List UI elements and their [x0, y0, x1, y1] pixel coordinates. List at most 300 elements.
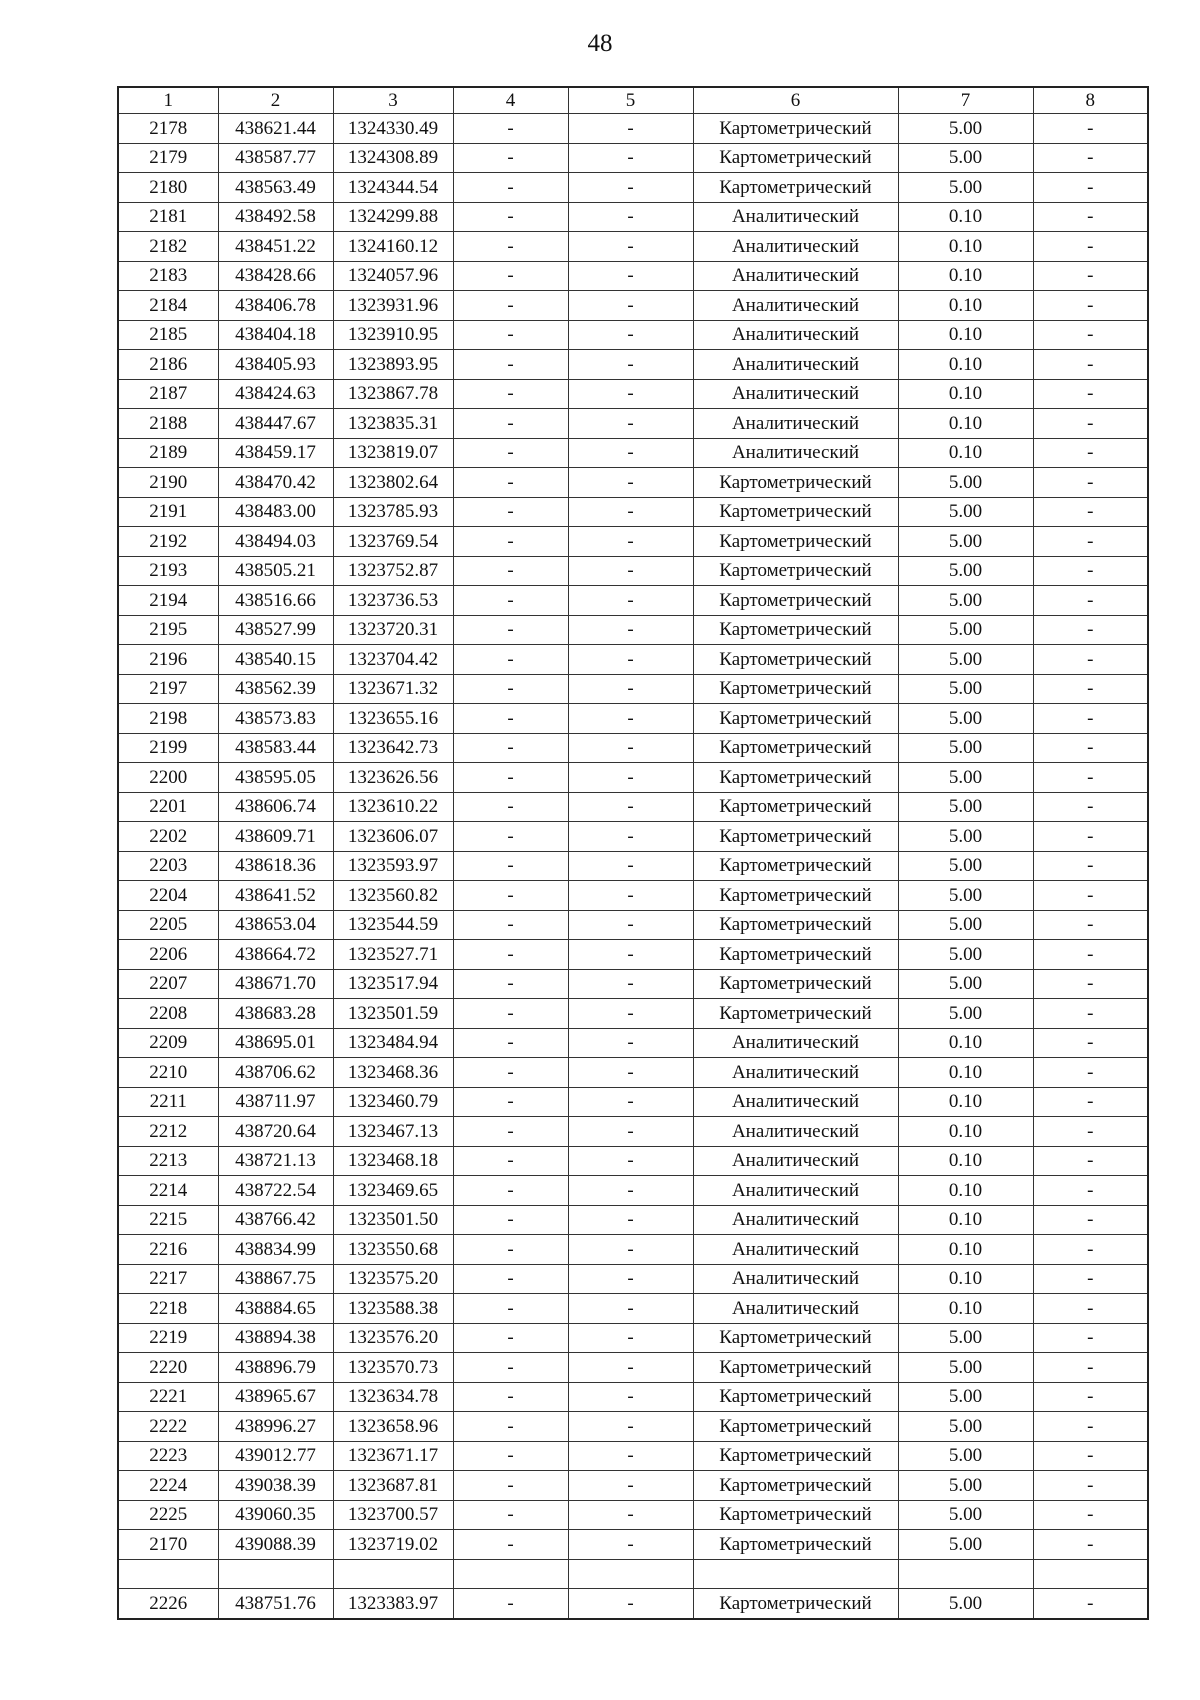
- y-coordinate-cell: 1323704.42: [333, 645, 453, 675]
- column-4-cell: -: [453, 1294, 568, 1324]
- method-cell: Картометрический: [693, 1382, 898, 1412]
- column-8-cell: -: [1033, 822, 1148, 852]
- table-row: [118, 615, 1148, 645]
- table-row: [118, 1589, 1148, 1619]
- y-coordinate-cell: 1323835.31: [333, 409, 453, 439]
- table-row: [118, 438, 1148, 468]
- column-8-cell: -: [1033, 763, 1148, 793]
- method-cell: Картометрический: [693, 999, 898, 1029]
- column-8-cell: -: [1033, 173, 1148, 203]
- table-row: [118, 350, 1148, 380]
- column-5-cell: -: [568, 1294, 693, 1324]
- table-row: [118, 291, 1148, 321]
- column-5-cell: -: [568, 1264, 693, 1294]
- table-row: [118, 409, 1148, 439]
- accuracy-cell: 5.00: [898, 468, 1033, 498]
- x-coordinate-cell: 438587.77: [218, 143, 333, 173]
- accuracy-cell: 0.10: [898, 320, 1033, 350]
- method-cell: Картометрический: [693, 615, 898, 645]
- accuracy-cell: 0.10: [898, 1205, 1033, 1235]
- x-coordinate-cell: [218, 1559, 333, 1589]
- column-5-cell: -: [568, 822, 693, 852]
- y-coordinate-cell: 1323467.13: [333, 1117, 453, 1147]
- method-cell: Аналитический: [693, 232, 898, 262]
- x-coordinate-cell: 438516.66: [218, 586, 333, 616]
- x-coordinate-cell: 438965.67: [218, 1382, 333, 1412]
- point-number-cell: 2183: [118, 261, 218, 291]
- accuracy-cell: 5.00: [898, 1500, 1033, 1530]
- column-4-cell: -: [453, 143, 568, 173]
- y-coordinate-cell: 1323785.93: [333, 497, 453, 527]
- column-8-cell: -: [1033, 1530, 1148, 1560]
- column-8-cell: -: [1033, 1294, 1148, 1324]
- column-8-cell: -: [1033, 143, 1148, 173]
- column-8-cell: -: [1033, 615, 1148, 645]
- point-number-cell: 2222: [118, 1412, 218, 1442]
- column-4-cell: -: [453, 763, 568, 793]
- column-4-cell: -: [453, 202, 568, 232]
- accuracy-cell: 5.00: [898, 763, 1033, 793]
- column-8-cell: -: [1033, 1028, 1148, 1058]
- column-5-cell: -: [568, 1117, 693, 1147]
- x-coordinate-cell: 438896.79: [218, 1353, 333, 1383]
- column-4-cell: -: [453, 704, 568, 734]
- x-coordinate-cell: 438653.04: [218, 910, 333, 940]
- point-number-cell: 2207: [118, 969, 218, 999]
- accuracy-cell: 5.00: [898, 969, 1033, 999]
- column-4-cell: -: [453, 1028, 568, 1058]
- x-coordinate-cell: 438470.42: [218, 468, 333, 498]
- x-coordinate-cell: 438695.01: [218, 1028, 333, 1058]
- accuracy-cell: 0.10: [898, 350, 1033, 380]
- column-5-cell: -: [568, 1471, 693, 1501]
- column-4-cell: -: [453, 1441, 568, 1471]
- accuracy-cell: 5.00: [898, 704, 1033, 734]
- column-8-cell: -: [1033, 674, 1148, 704]
- x-coordinate-cell: 438583.44: [218, 733, 333, 763]
- column-5-cell: -: [568, 1412, 693, 1442]
- x-coordinate-cell: 438711.97: [218, 1087, 333, 1117]
- point-number-cell: 2193: [118, 556, 218, 586]
- column-8-cell: -: [1033, 1382, 1148, 1412]
- accuracy-cell: 5.00: [898, 851, 1033, 881]
- column-5-cell: -: [568, 704, 693, 734]
- point-number-cell: 2184: [118, 291, 218, 321]
- table-row: [118, 1382, 1148, 1412]
- column-4-cell: -: [453, 350, 568, 380]
- table-row: [118, 1500, 1148, 1530]
- column-4-cell: -: [453, 1353, 568, 1383]
- column-4-cell: -: [453, 291, 568, 321]
- point-number-cell: 2200: [118, 763, 218, 793]
- accuracy-cell: 5.00: [898, 615, 1033, 645]
- point-number-cell: 2186: [118, 350, 218, 380]
- column-4-cell: -: [453, 1382, 568, 1412]
- point-number-cell: 2226: [118, 1589, 218, 1619]
- column-8-cell: -: [1033, 704, 1148, 734]
- method-cell: Картометрический: [693, 468, 898, 498]
- method-cell: Аналитический: [693, 291, 898, 321]
- accuracy-cell: 5.00: [898, 940, 1033, 970]
- y-coordinate-cell: 1323655.16: [333, 704, 453, 734]
- table-row: [118, 202, 1148, 232]
- column-4-cell: -: [453, 1412, 568, 1442]
- point-number-cell: 2188: [118, 409, 218, 439]
- accuracy-cell: 0.10: [898, 379, 1033, 409]
- y-coordinate-cell: 1323560.82: [333, 881, 453, 911]
- point-number-cell: 2190: [118, 468, 218, 498]
- point-number-cell: 2211: [118, 1087, 218, 1117]
- column-header-1: 1: [118, 87, 218, 114]
- column-8-cell: -: [1033, 438, 1148, 468]
- y-coordinate-cell: 1323720.31: [333, 615, 453, 645]
- method-cell: Картометрический: [693, 704, 898, 734]
- x-coordinate-cell: 439088.39: [218, 1530, 333, 1560]
- table-row: [118, 497, 1148, 527]
- column-8-cell: -: [1033, 881, 1148, 911]
- column-8-cell: -: [1033, 1176, 1148, 1206]
- y-coordinate-cell: 1323893.95: [333, 350, 453, 380]
- y-coordinate-cell: 1323802.64: [333, 468, 453, 498]
- accuracy-cell: 5.00: [898, 556, 1033, 586]
- column-4-cell: -: [453, 379, 568, 409]
- accuracy-cell: 5.00: [898, 1412, 1033, 1442]
- y-coordinate-cell: 1323460.79: [333, 1087, 453, 1117]
- point-number-cell: 2198: [118, 704, 218, 734]
- column-4-cell: -: [453, 468, 568, 498]
- y-coordinate-cell: 1323671.32: [333, 674, 453, 704]
- column-header-4: 4: [453, 87, 568, 114]
- method-cell: Аналитический: [693, 1264, 898, 1294]
- accuracy-cell: 0.10: [898, 438, 1033, 468]
- table-row: [118, 822, 1148, 852]
- table-row: [118, 1058, 1148, 1088]
- column-8-cell: -: [1033, 527, 1148, 557]
- column-4-cell: -: [453, 1146, 568, 1176]
- accuracy-cell: 5.00: [898, 1323, 1033, 1353]
- method-cell: Картометрический: [693, 556, 898, 586]
- accuracy-cell: 0.10: [898, 202, 1033, 232]
- table-row: [118, 114, 1148, 144]
- method-cell: Картометрический: [693, 910, 898, 940]
- table-row: [118, 1117, 1148, 1147]
- x-coordinate-cell: 438606.74: [218, 792, 333, 822]
- column-8-cell: -: [1033, 556, 1148, 586]
- column-5-cell: -: [568, 1176, 693, 1206]
- method-cell: Картометрический: [693, 497, 898, 527]
- x-coordinate-cell: 438766.42: [218, 1205, 333, 1235]
- column-8-cell: [1033, 1559, 1148, 1589]
- accuracy-cell: 0.10: [898, 1058, 1033, 1088]
- y-coordinate-cell: 1323383.97: [333, 1589, 453, 1619]
- method-cell: Картометрический: [693, 1323, 898, 1353]
- column-4-cell: -: [453, 999, 568, 1029]
- column-8-cell: -: [1033, 261, 1148, 291]
- y-coordinate-cell: 1324160.12: [333, 232, 453, 262]
- table-row: [118, 1412, 1148, 1442]
- column-5-cell: -: [568, 1087, 693, 1117]
- point-number-cell: 2170: [118, 1530, 218, 1560]
- column-4-cell: -: [453, 320, 568, 350]
- point-number-cell: 2209: [118, 1028, 218, 1058]
- column-5-cell: -: [568, 910, 693, 940]
- method-cell: Аналитический: [693, 202, 898, 232]
- y-coordinate-cell: 1324299.88: [333, 202, 453, 232]
- table-row: [118, 1087, 1148, 1117]
- column-4-cell: -: [453, 497, 568, 527]
- y-coordinate-cell: 1324057.96: [333, 261, 453, 291]
- y-coordinate-cell: 1323484.94: [333, 1028, 453, 1058]
- table-row: [118, 1530, 1148, 1560]
- y-coordinate-cell: 1323931.96: [333, 291, 453, 321]
- column-8-cell: -: [1033, 1471, 1148, 1501]
- column-5-cell: -: [568, 261, 693, 291]
- accuracy-cell: 0.10: [898, 1087, 1033, 1117]
- column-5-cell: -: [568, 114, 693, 144]
- column-8-cell: -: [1033, 350, 1148, 380]
- y-coordinate-cell: 1323626.56: [333, 763, 453, 793]
- point-number-cell: 2191: [118, 497, 218, 527]
- accuracy-cell: 5.00: [898, 143, 1033, 173]
- x-coordinate-cell: 438884.65: [218, 1294, 333, 1324]
- column-5-cell: -: [568, 468, 693, 498]
- column-5-cell: -: [568, 1028, 693, 1058]
- x-coordinate-cell: 438996.27: [218, 1412, 333, 1442]
- column-4-cell: -: [453, 173, 568, 203]
- column-4-cell: -: [453, 1176, 568, 1206]
- x-coordinate-cell: 438720.64: [218, 1117, 333, 1147]
- column-8-cell: -: [1033, 733, 1148, 763]
- method-cell: Аналитический: [693, 320, 898, 350]
- method-cell: Картометрический: [693, 143, 898, 173]
- column-4-cell: -: [453, 1205, 568, 1235]
- point-number-cell: 2214: [118, 1176, 218, 1206]
- table-row: [118, 586, 1148, 616]
- method-cell: Картометрический: [693, 527, 898, 557]
- y-coordinate-cell: 1323687.81: [333, 1471, 453, 1501]
- table-row: [118, 173, 1148, 203]
- column-5-cell: -: [568, 438, 693, 468]
- accuracy-cell: 5.00: [898, 910, 1033, 940]
- method-cell: Картометрический: [693, 173, 898, 203]
- table-row: [118, 999, 1148, 1029]
- accuracy-cell: 0.10: [898, 291, 1033, 321]
- column-5-cell: -: [568, 173, 693, 203]
- column-5-cell: -: [568, 497, 693, 527]
- y-coordinate-cell: 1323468.18: [333, 1146, 453, 1176]
- point-number-cell: 2194: [118, 586, 218, 616]
- column-4-cell: -: [453, 438, 568, 468]
- method-cell: Картометрический: [693, 940, 898, 970]
- table-row: [118, 1471, 1148, 1501]
- accuracy-cell: 0.10: [898, 1146, 1033, 1176]
- method-cell: Аналитический: [693, 379, 898, 409]
- column-8-cell: -: [1033, 910, 1148, 940]
- column-8-cell: -: [1033, 645, 1148, 675]
- x-coordinate-cell: 438618.36: [218, 851, 333, 881]
- method-cell: Аналитический: [693, 1087, 898, 1117]
- point-number-cell: 2189: [118, 438, 218, 468]
- column-4-cell: -: [453, 527, 568, 557]
- accuracy-cell: 5.00: [898, 822, 1033, 852]
- point-number-cell: 2197: [118, 674, 218, 704]
- column-8-cell: -: [1033, 1264, 1148, 1294]
- column-8-cell: -: [1033, 114, 1148, 144]
- column-5-cell: -: [568, 350, 693, 380]
- point-number-cell: 2216: [118, 1235, 218, 1265]
- method-cell: Аналитический: [693, 1235, 898, 1265]
- method-cell: Аналитический: [693, 1117, 898, 1147]
- y-coordinate-cell: 1323527.71: [333, 940, 453, 970]
- column-8-cell: -: [1033, 999, 1148, 1029]
- y-coordinate-cell: 1323736.53: [333, 586, 453, 616]
- accuracy-cell: 5.00: [898, 527, 1033, 557]
- accuracy-cell: 0.10: [898, 1176, 1033, 1206]
- column-5-cell: -: [568, 320, 693, 350]
- column-8-cell: -: [1033, 232, 1148, 262]
- method-cell: [693, 1559, 898, 1589]
- page-number: 48: [587, 30, 613, 57]
- column-8-cell: -: [1033, 940, 1148, 970]
- column-4-cell: -: [453, 556, 568, 586]
- column-4-cell: -: [453, 1235, 568, 1265]
- method-cell: Картометрический: [693, 645, 898, 675]
- table-row: [118, 1294, 1148, 1324]
- method-cell: Картометрический: [693, 1471, 898, 1501]
- column-8-cell: -: [1033, 497, 1148, 527]
- point-number-cell: 2213: [118, 1146, 218, 1176]
- point-number-cell: 2196: [118, 645, 218, 675]
- column-5-cell: -: [568, 1589, 693, 1619]
- column-header-3: 3: [333, 87, 453, 114]
- accuracy-cell: 5.00: [898, 881, 1033, 911]
- column-8-cell: -: [1033, 1058, 1148, 1088]
- x-coordinate-cell: 439012.77: [218, 1441, 333, 1471]
- accuracy-cell: 5.00: [898, 1353, 1033, 1383]
- x-coordinate-cell: 438894.38: [218, 1323, 333, 1353]
- column-5-cell: -: [568, 674, 693, 704]
- table-row: [118, 910, 1148, 940]
- accuracy-cell: 5.00: [898, 733, 1033, 763]
- coordinates-table: [117, 86, 1149, 1620]
- x-coordinate-cell: 438447.67: [218, 409, 333, 439]
- column-4-cell: -: [453, 940, 568, 970]
- column-5-cell: -: [568, 1353, 693, 1383]
- method-cell: Картометрический: [693, 586, 898, 616]
- point-number-cell: 2187: [118, 379, 218, 409]
- y-coordinate-cell: 1323593.97: [333, 851, 453, 881]
- y-coordinate-cell: 1323469.65: [333, 1176, 453, 1206]
- column-5-cell: -: [568, 969, 693, 999]
- method-cell: Аналитический: [693, 261, 898, 291]
- table-row: [118, 1353, 1148, 1383]
- x-coordinate-cell: 438722.54: [218, 1176, 333, 1206]
- table-row: [118, 261, 1148, 291]
- accuracy-cell: 0.10: [898, 409, 1033, 439]
- accuracy-cell: 0.10: [898, 261, 1033, 291]
- x-coordinate-cell: 438563.49: [218, 173, 333, 203]
- x-coordinate-cell: 438641.52: [218, 881, 333, 911]
- table-row: [118, 1323, 1148, 1353]
- column-8-cell: -: [1033, 468, 1148, 498]
- point-number-cell: 2204: [118, 881, 218, 911]
- method-cell: Картометрический: [693, 822, 898, 852]
- column-5-cell: -: [568, 527, 693, 557]
- column-8-cell: -: [1033, 1323, 1148, 1353]
- column-4-cell: -: [453, 114, 568, 144]
- method-cell: Картометрический: [693, 1412, 898, 1442]
- table-row: [118, 704, 1148, 734]
- accuracy-cell: 5.00: [898, 999, 1033, 1029]
- method-cell: Картометрический: [693, 881, 898, 911]
- column-4-cell: -: [453, 1589, 568, 1619]
- column-4-cell: -: [453, 1471, 568, 1501]
- y-coordinate-cell: 1323588.38: [333, 1294, 453, 1324]
- header-row: [118, 87, 1148, 114]
- accuracy-cell: 0.10: [898, 232, 1033, 262]
- point-number-cell: 2210: [118, 1058, 218, 1088]
- y-coordinate-cell: 1323700.57: [333, 1500, 453, 1530]
- method-cell: Картометрический: [693, 114, 898, 144]
- x-coordinate-cell: 438595.05: [218, 763, 333, 793]
- accuracy-cell: 5.00: [898, 792, 1033, 822]
- y-coordinate-cell: 1323570.73: [333, 1353, 453, 1383]
- table-row: [118, 1028, 1148, 1058]
- x-coordinate-cell: 438505.21: [218, 556, 333, 586]
- accuracy-cell: 5.00: [898, 1589, 1033, 1619]
- column-8-cell: -: [1033, 1589, 1148, 1619]
- column-8-cell: -: [1033, 1146, 1148, 1176]
- y-coordinate-cell: 1324330.49: [333, 114, 453, 144]
- table-row: [118, 645, 1148, 675]
- point-number-cell: 2205: [118, 910, 218, 940]
- y-coordinate-cell: 1323910.95: [333, 320, 453, 350]
- y-coordinate-cell: 1323867.78: [333, 379, 453, 409]
- x-coordinate-cell: 438609.71: [218, 822, 333, 852]
- point-number-cell: 2192: [118, 527, 218, 557]
- point-number-cell: 2225: [118, 1500, 218, 1530]
- column-8-cell: -: [1033, 291, 1148, 321]
- x-coordinate-cell: 438706.62: [218, 1058, 333, 1088]
- accuracy-cell: 5.00: [898, 1471, 1033, 1501]
- point-number-cell: 2212: [118, 1117, 218, 1147]
- column-4-cell: -: [453, 1530, 568, 1560]
- y-coordinate-cell: 1323642.73: [333, 733, 453, 763]
- method-cell: Картометрический: [693, 674, 898, 704]
- column-5-cell: -: [568, 763, 693, 793]
- column-5-cell: -: [568, 586, 693, 616]
- column-4-cell: -: [453, 1058, 568, 1088]
- column-4-cell: -: [453, 674, 568, 704]
- y-coordinate-cell: [333, 1559, 453, 1589]
- column-5-cell: -: [568, 143, 693, 173]
- method-cell: Картометрический: [693, 1353, 898, 1383]
- y-coordinate-cell: 1323550.68: [333, 1235, 453, 1265]
- x-coordinate-cell: 438428.66: [218, 261, 333, 291]
- column-4-cell: -: [453, 261, 568, 291]
- column-4-cell: -: [453, 1264, 568, 1294]
- point-number-cell: [118, 1559, 218, 1589]
- point-number-cell: 2224: [118, 1471, 218, 1501]
- method-cell: Аналитический: [693, 1146, 898, 1176]
- column-8-cell: -: [1033, 320, 1148, 350]
- table-row: [118, 674, 1148, 704]
- table-row: [118, 1441, 1148, 1471]
- column-5-cell: -: [568, 1500, 693, 1530]
- table-row: [118, 379, 1148, 409]
- y-coordinate-cell: 1323658.96: [333, 1412, 453, 1442]
- column-header-2: 2: [218, 87, 333, 114]
